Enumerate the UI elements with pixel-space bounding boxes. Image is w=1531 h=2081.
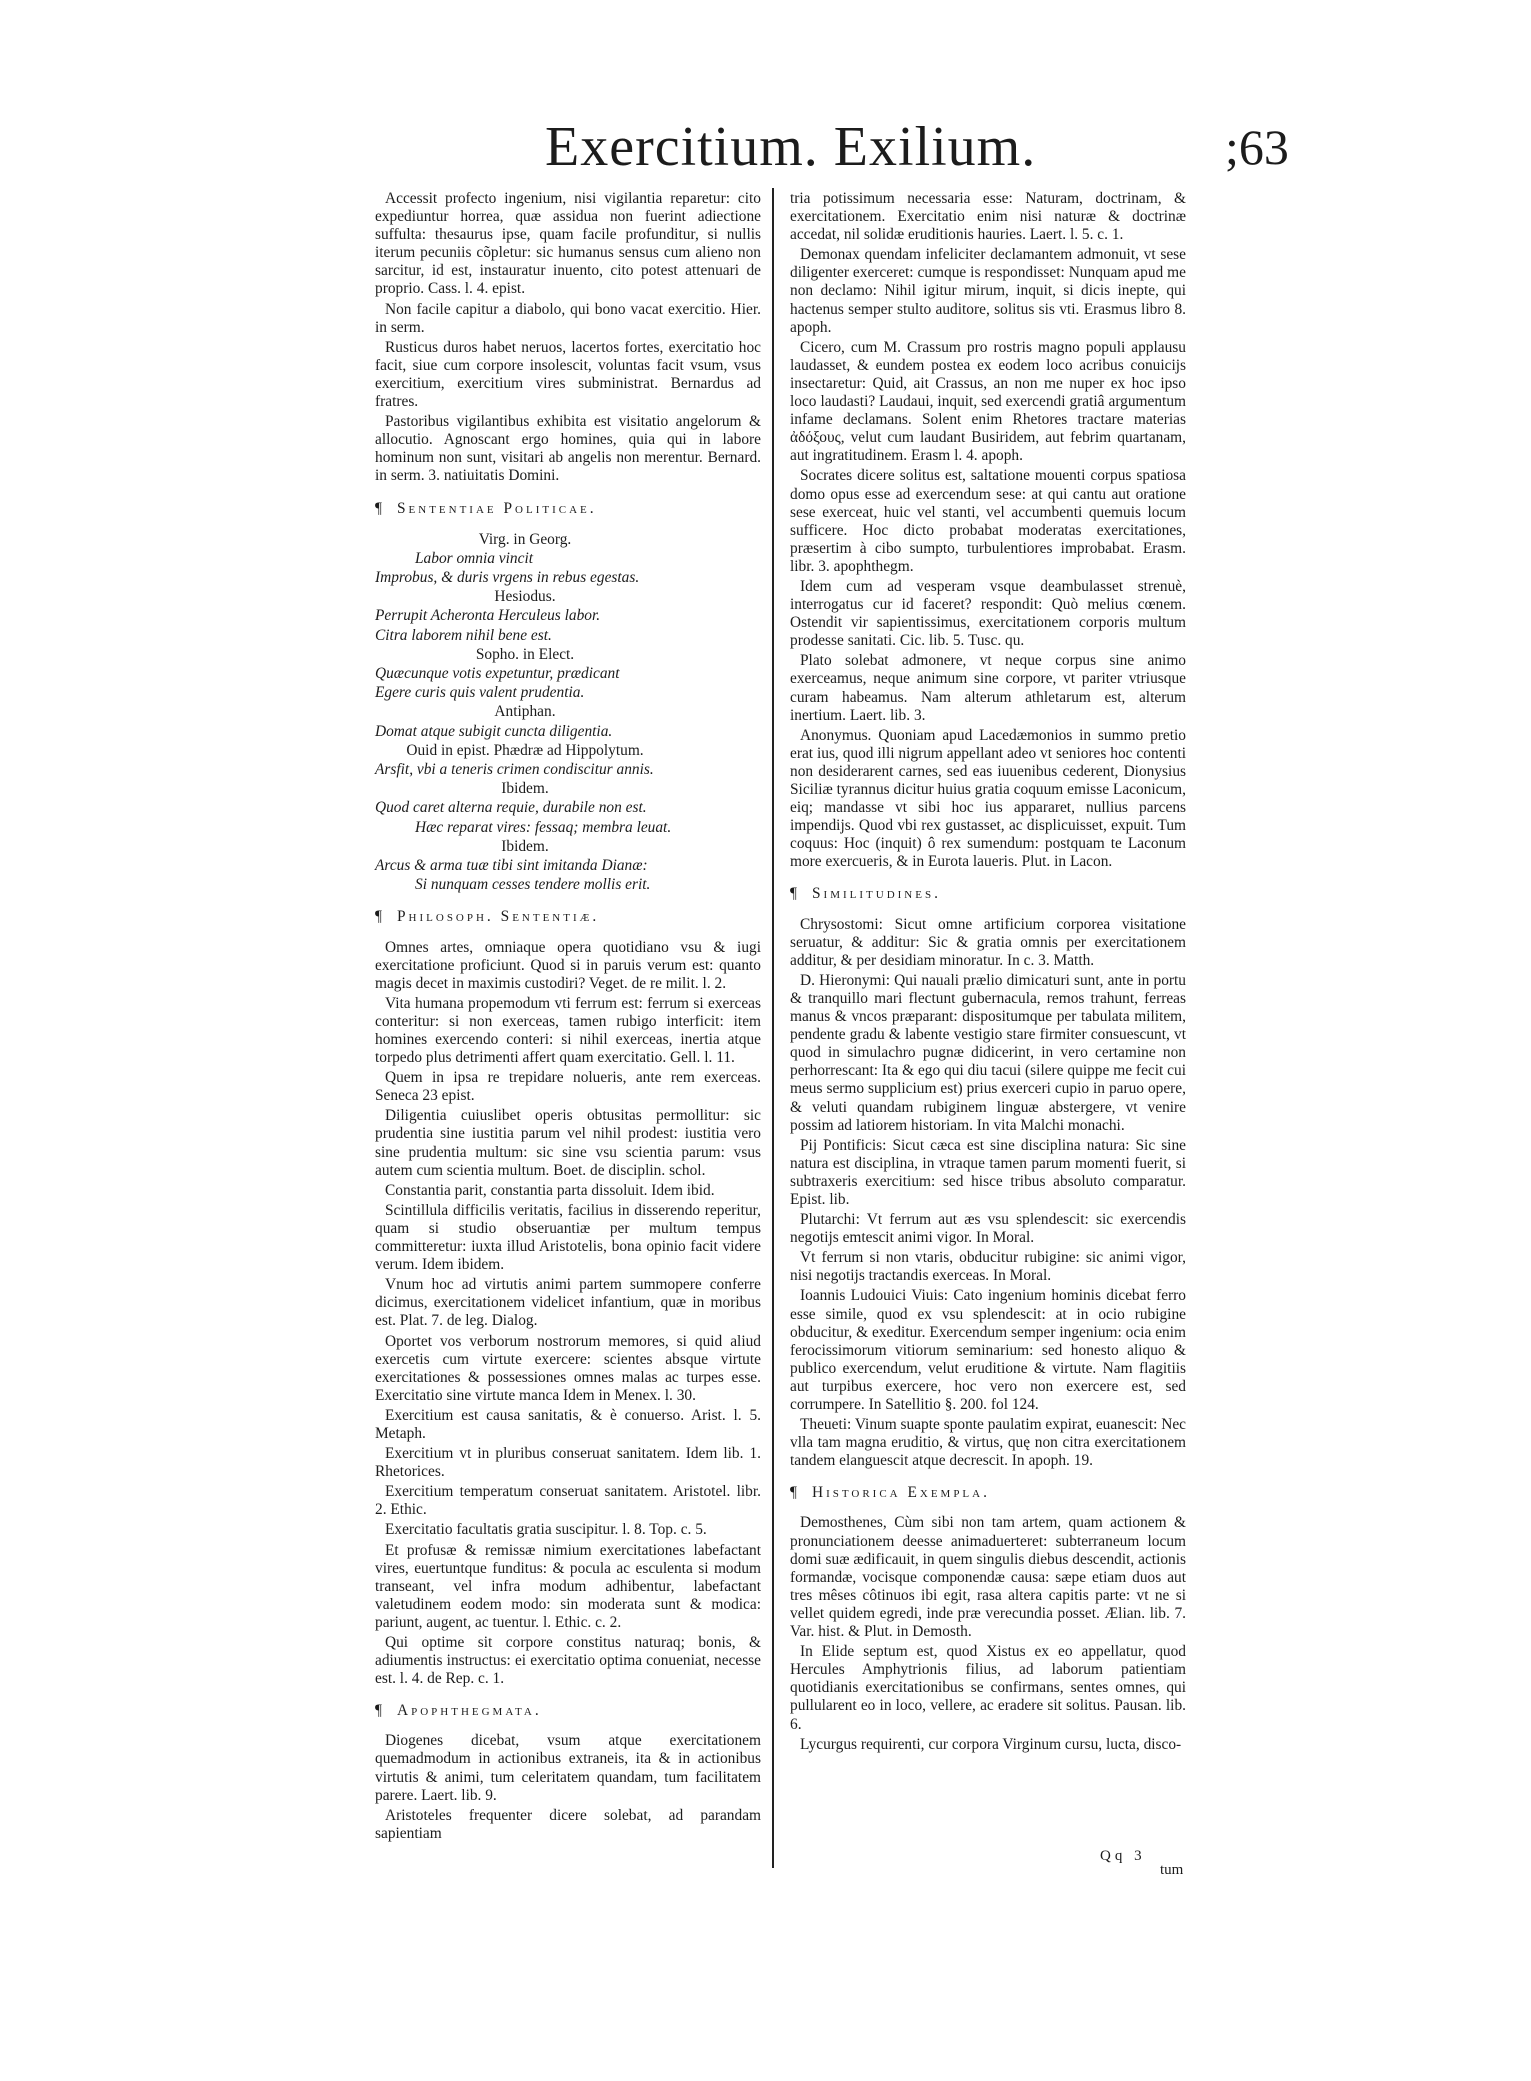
page-title: Exercitium. Exilium. — [545, 116, 1037, 178]
section-heading-historica — [790, 1484, 1186, 1502]
pilcrow-icon: ¶ — [790, 1484, 800, 1502]
paragraph: Theueti: Vinum suapte sponte paulatim expirat, euanescit: Nec vlla tam magna eruditio, & virtus, quę non citra exercitationem tandem elanguescit atque decrescit. In apoph. 19. — [790, 1416, 1187, 1470]
heading-text: Historica Exempla. — [811, 1484, 990, 1502]
paragraph: Oportet vos verborum nostrorum memores, si quid aliud exercetis cum virtute exercere: scientes absque virtute exercitationes & possessiones omnes malas ac turpes esse. Exercitatio sine virtute manca Idem in Menex. l. 30. — [375, 1332, 761, 1404]
page-number: ;63 — [1225, 119, 1289, 175]
paragraph: Vnum hoc ad virtutis animi partem summopere conferre dicimus, exercitationem videlicet infantium, quæ in moribus est. Plat. 7. de leg. Dialog. — [375, 1276, 761, 1330]
left-column — [375, 190, 761, 1845]
paragraph: Anonymus. Quoniam apud Lacedæmonios in summo pretio erat ius, quod illi nigrum appellant adeo vt seniores hoc contenti non desiderarent carnes, sed eas iuuenibus cederent, Dionysius Siciliæ tyrannus dicitur huius gratia coquum emisse Laconicum, eiq; mandasse vt sibi hoc ius appararet, nullius parcens impendijs. Quod vbi rex gustasset, ac displicuisset, expuit. Tum coquus: Hoc (inquit) ô rex sumendum: postquam te Laconum more exercueris, & in Eurota laueris. Plut. in Lacon. — [790, 726, 1186, 871]
paragraph: Socrates dicere solitus est, saltatione mouenti corpus spatiosa domo opus esse ad exercendum sese: at qui cantu aut oratione sese exerceat, huic vel stanti, vel accumbenti quemuis locum sufficere. Hoc dicto probabat moderatas exercitationes, præsertim à cibo sumpto, turbulentiores improbabat. Erasm. libr. 3. apophthegm. — [790, 467, 1186, 575]
paragraph: Lycurgus requirenti, cur corpora Virginum cursu, lucta, disco- — [800, 1735, 1182, 1753]
verse-line: Arcus & arma tuæ tibi sint imitanda Dianæ: — [375, 857, 648, 875]
paragraph: Pij Pontificis: Sicut cæca est sine disciplina natura: Sic sine natura est disciplina, in vtraque tamen parum momenti fuerit, si subtraxeris exercitium: sed hisce tribus absoluto comparatur. Epist. lib. — [790, 1136, 1186, 1208]
pilcrow-icon: ¶ — [790, 885, 800, 903]
pilcrow-icon: ¶ — [375, 499, 385, 517]
verse-line: Si nunquam cesses tendere mollis erit. — [415, 876, 651, 894]
verse-line: Arsfit, vbi a teneris crimen condiscitur annis. — [375, 761, 654, 779]
verse-source: Antiphan. — [494, 703, 556, 721]
section-heading-politicae — [375, 500, 761, 518]
verse-line: Perrupit Acheronta Herculeus labor. — [375, 607, 601, 625]
paragraph: Vita humana propemodum vti ferrum est: ferrum si exerceas conteritur: si non exerceas, tamen rubigo interficit: item homines exercendo conteri: si nihil exerceas, inertia atque torpedo plus detrimenti affert quam exercitatio. Gell. l. 11. — [375, 994, 761, 1067]
paragraph: Constantia parit, constantia parta dissoluit. Idem ibid. — [385, 1181, 715, 1199]
paragraph: Chrysostomi: Sicut omne artificium corporea visitatione seruatur, & additur: Sic & gratia omnis per exercitationem additur, & per desidiam minoratur. In c. 3. Matth. — [790, 915, 1186, 969]
heading-text: Apophthegmata. — [396, 1702, 542, 1720]
paragraph: Aristoteles frequenter dicere solebat, ad parandam sapientiam — [375, 1806, 761, 1842]
paragraph: Demosthenes, Cùm sibi non tam artem, quam actionem & pronunciationem deesse animaduerteret: subterraneum locum domi suæ ædificauit, in quem singulis diebus descendit, actionis formandæ, vocisque componendæ causa: sæpe etiam duos aut tres mêses côtinuos ibi egit, rasa altera capitis parte: vt ne si vellet quidem egredi, inde præ verecundia posset. Ælian. lib. 7. Var. hist. & Plut. in Demosth. — [790, 1514, 1186, 1641]
pilcrow-icon: ¶ — [375, 1702, 385, 1720]
paragraph: Diogenes dicebat, vsum atque exercitationem quemadmodum in actionibus extraneis, ita & in actionibus virtutis & animi, tum celeritatem quandam, tum facilitatem parere. Laert. lib. 9. — [375, 1732, 761, 1804]
verse-line: Domat atque subigit cuncta diligentia. — [375, 722, 613, 740]
signature-mark: Qq 3 — [1100, 1848, 1146, 1864]
paragraph: D. Hieronymi: Qui nauali prælio dimicaturi sunt, ante in portu & tranquillo mari flectunt gubernacula, remos trahunt, ferreas manus & vncos præparant: dispositumque per tabulata militem, pendente gradu & labente vestigio stare firmiter consuescunt, vt quod in simulachro pugnæ didicerint, in vero certamine non perhorrescant: Ita & ego qui diu tacui (silere quippe me fecit cui meus sermo supplicium est) prius exerceri cupio in paruo opere, & veluti quandam rubiginem linguæ abstergere, vt venire possim ad latiorem historiam. In vita Malchi monachi. — [790, 971, 1186, 1134]
paragraph: Plato solebat admonere, vt neque corpus sine animo exerceamus, neque animum sine corpore, vt pariter vtriusque curam habeamus. Nam alterum athletarum est, alterum inertium. Laert. lib. 3. — [790, 652, 1186, 724]
paragraph: Plutarchi: Vt ferrum aut æs vsu splendescit: sic exercendis negotijs emtescit animi vigor. In Moral. — [790, 1211, 1186, 1247]
column-divider — [772, 188, 774, 1868]
heading-text: Philosoph. Sententiæ. — [396, 908, 600, 926]
paragraph: In Elide septum est, quod Xistus ex eo appellatur, quod Hercules Amphytrionis filius, ad laborum patientiam quotidianis exercitationibus se confirmans, sentes omnes, qui pullularent eo in loco, vellere, ac eradere sit solitus. Pausan. lib. 6. — [790, 1643, 1186, 1733]
verse-line: Labor omnia vincit — [415, 549, 533, 567]
paragraph: Non facile capitur a diabolo, qui bono vacat exercitio. Hier. in serm. — [375, 300, 761, 336]
paragraph: Rusticus duros habet neruos, lacertos fortes, exercitatio hoc facit, siue cum corpore insolescit, voluntas facit vsum, vsus exercitium, exercitium vires subministrat. Bernardus ad fratres. — [375, 338, 761, 411]
verse-line: Quod caret alterna requie, durabile non est. — [375, 799, 647, 817]
paragraph: Exercitatio facultatis gratia suscipitur. l. 8. Top. c. 5. — [385, 1521, 707, 1539]
verse-source: Sopho. in Elect. — [475, 645, 575, 663]
verse-source: Virg. in Georg. — [478, 530, 572, 548]
paragraph: Ioannis Ludouici Viuis: Cato ingenium hominis dicebat ferro esse simile, quod ex vsu splendescit: at in ocio rubigine obducitur, & exeditur. Exercendum semper ingenium: ocia enim ferocissimorum vitiorum seminarium: sed honesto aliquo & publico exercendum, velut eruditione & virtute. Nam flagitiis aut turpibus exercere, hoc vero non exercere est, sed corrumpere. In Satellitio §. 200. fol 124. — [790, 1287, 1186, 1413]
verse-line: Quæcunque votis expetuntur, prædicant — [375, 665, 620, 683]
catchword: tum — [1160, 1862, 1184, 1878]
section-heading-apophthegmata — [375, 1702, 761, 1720]
verse-line: Improbus, & duris vrgens in rebus egestas. — [375, 569, 640, 586]
heading-text: Similitudines. — [811, 885, 941, 903]
verse-source: Ouid in epist. Phædræ ad Hippolytum. — [406, 741, 644, 759]
verse-line: Citra laborem nihil bene est. — [375, 626, 552, 644]
paragraph: Diligentia cuiuslibet operis obtusitas permollitur: sic prudentia sine iustitia parum vel nihil prodest: iustitia vero sine prudentia multum: sic sine vsu scientia parum: vsus autem cum scientia multum. Boet. de disciplin. schol. — [375, 1107, 761, 1179]
paragraph: Exercitium temperatum conseruat sanitatem. Aristotel. libr. 2. Ethic. — [375, 1483, 761, 1519]
running-head — [0, 112, 1531, 182]
right-column — [790, 190, 1186, 1756]
paragraph: Scintillula difficilis veritatis, facilius in disserendo reperitur, quam si studio obseruantiæ per multum tempus committeretur: iuxta illud Aristotelis, bona opinio facit videre verum. Idem ibidem. — [375, 1201, 761, 1274]
verse-line: Egere curis quis valent prudentia. — [375, 684, 585, 702]
section-heading-philosoph — [375, 908, 761, 926]
verse-source: Ibidem. — [501, 837, 549, 855]
page-number-value: 63 — [1238, 119, 1289, 175]
paragraph: Exercitium est causa sanitatis, & è conuerso. Arist. l. 5. Metaph. — [375, 1406, 761, 1442]
heading-text: Sententiae Politicae. — [396, 499, 597, 517]
paragraph: Quem in ipsa re trepidare nolueris, ante rem exerceas. Seneca 23 epist. — [375, 1069, 761, 1105]
verse-block — [375, 530, 761, 895]
paragraph: Idem cum ad vesperam vsque deambulasset strenuè, interrogatus cur id faceret? respondit: Quò melius cœnem. Ostendit vir sapientissimus, exercitationem corporis multum prodesse sanitati. Cic. lib. 5. Tusc. qu. — [790, 577, 1186, 650]
paragraph: Et profusæ & remissæ nimium exercitationes labefactant vires, euertuntque funditus: & pocula ac esculenta si modum transeant, vel infra modum adhibentur, labefactant valetudinem eodem modo: sin moderata sunt & modica: pariunt, augent, ac tuentur. l. Ethic. c. 2. — [375, 1541, 761, 1631]
paragraph: Cicero, cum M. Crassum pro rostris magno populi applausu laudasset, & eundem postea ex eodem loco acribus conuicijs insectaretur: Quid, ait Crassus, an non me nuper ex hoc ipso loco laudasti? Laudaui, inquit, sed exercendi gratiâ argumentum infame declamans. Solent enim Rhetores tractare materias ἀδόξους, velut cum laudant Busiridem, aut febrim quartanam, aut ingratitudinem. Erasm l. 4. apoph. — [790, 338, 1186, 465]
paragraph: Exercitium vt in pluribus conseruat sanitatem. Idem lib. 1. Rhetorices. — [375, 1445, 761, 1481]
paragraph: Demonax quendam infeliciter declamantem admonuit, vt sese diligenter exerceret: cumque is respondisset: Nunquam apud me non declamo: Nihil igitur mirum, inquit, si dicis inepte, qui hactenus semper stulto auditore, solitus sis vti. Erasmus libro 8. apoph. — [790, 246, 1186, 336]
section-heading-similitudines — [790, 885, 1186, 903]
pilcrow-icon: ¶ — [375, 908, 385, 926]
paragraph: Omnes artes, omniaque opera quotidiano vsu & iugi exercitatione proficiunt. Quod si in paruis verum est: quanto magis decet in maximis custodiri? Veget. de re milit. l. 2. — [375, 938, 761, 992]
paragraph: Qui optime sit corpore constitus naturaq; bonis, & adiumentis instructus: ei exercitatio optima conueniat, necesse est. l. 4. de Rep. c. 1. — [375, 1634, 761, 1688]
verse-source: Ibidem. — [501, 780, 549, 798]
paragraph: Vt ferrum si non vtaris, obducitur rubigine: sic animi vigor, nisi negotijs tractandis exerceas. In Moral. — [790, 1249, 1186, 1285]
paragraph: tria potissimum necessaria esse: Naturam, doctrinam, & exercitationem. Exercitatio enim nisi naturæ & doctrinæ accedat, nil solidæ eruditionis hauries. Laert. l. 5. c. 1. — [790, 190, 1186, 244]
paragraph: Pastoribus vigilantibus exhibita est visitatio angelorum & allocutio. Agnoscant ergo homines, quia qui in labore hominum non sunt, visitari ab angelis non merentur. Bernard. in serm. 3. natiuitatis Domini. — [375, 413, 761, 485]
verse-source: Hesiodus. — [494, 588, 556, 606]
paragraph: Accessit profecto ingenium, nisi vigilantia reparetur: cito expediuntur horrea, quæ assidua non fuerint adiectione suffulta: thesaurus ipse, quam facile profunditur, si nullis iterum pecuniis cõpletur: sic humanus sensus cum alieno non sarcitur, id est, instauratur inuento, cito potest attenuari de proprio. Cass. l. 4. epist. — [375, 190, 761, 298]
verse-line: Hæc reparat vires: fessaq; membra leuat. — [415, 818, 672, 836]
